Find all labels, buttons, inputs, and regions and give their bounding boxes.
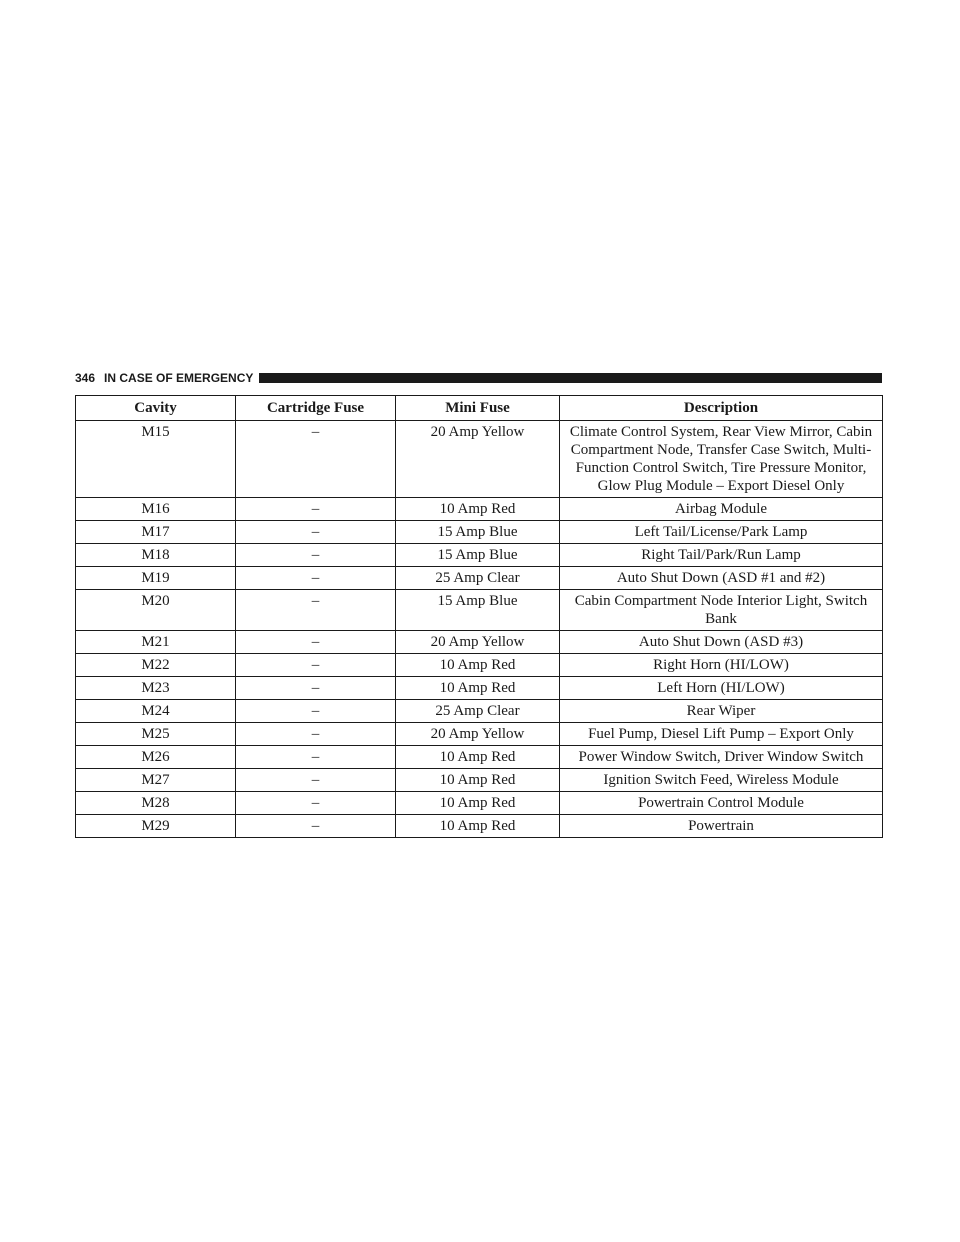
cell-cartridge: – (236, 567, 396, 590)
column-header-cartridge-fuse: Cartridge Fuse (236, 396, 396, 421)
table-row (76, 723, 883, 746)
column-header-mini-fuse: Mini Fuse (396, 396, 560, 421)
table-row (76, 677, 883, 700)
cell-cartridge: – (236, 677, 396, 700)
cell-description: Powertrain Control Module (560, 792, 883, 815)
cell-cavity: M16 (76, 498, 236, 521)
table-row (76, 815, 883, 838)
cell-mini: 10 Amp Red (396, 498, 560, 521)
cell-mini: 20 Amp Yellow (396, 723, 560, 746)
table-row (76, 654, 883, 677)
fuse-table (75, 395, 883, 838)
cell-mini: 10 Amp Red (396, 654, 560, 677)
cell-cavity: M28 (76, 792, 236, 815)
cell-mini: 10 Amp Red (396, 746, 560, 769)
table-row (76, 544, 883, 567)
section-title: IN CASE OF EMERGENCY (104, 371, 254, 385)
cell-description: Airbag Module (560, 498, 883, 521)
cell-description: Fuel Pump, Diesel Lift Pump – Export Only (560, 723, 883, 746)
cell-cavity: M22 (76, 654, 236, 677)
cell-cartridge: – (236, 498, 396, 521)
cell-cavity: M26 (76, 746, 236, 769)
cell-description: Right Tail/Park/Run Lamp (560, 544, 883, 567)
cell-cavity: M15 (76, 421, 236, 498)
cell-cavity: M29 (76, 815, 236, 838)
cell-description: Right Horn (HI/LOW) (560, 654, 883, 677)
table-row (76, 792, 883, 815)
cell-mini: 10 Amp Red (396, 792, 560, 815)
cell-cartridge: – (236, 421, 396, 498)
table-row (76, 590, 883, 631)
cell-cartridge: – (236, 654, 396, 677)
fuse-table-body (76, 421, 883, 838)
cell-cavity: M21 (76, 631, 236, 654)
cell-cavity: M24 (76, 700, 236, 723)
cell-mini: 15 Amp Blue (396, 544, 560, 567)
cell-description: Rear Wiper (560, 700, 883, 723)
cell-cavity: M23 (76, 677, 236, 700)
table-row (76, 421, 883, 498)
cell-mini: 15 Amp Blue (396, 590, 560, 631)
cell-cavity: M20 (76, 590, 236, 631)
column-header-cavity: Cavity (76, 396, 236, 421)
table-row (76, 521, 883, 544)
cell-cartridge: – (236, 521, 396, 544)
cell-description: Auto Shut Down (ASD #1 and #2) (560, 567, 883, 590)
table-row (76, 700, 883, 723)
header-rule (259, 373, 882, 383)
table-row (76, 567, 883, 590)
cell-mini: 10 Amp Red (396, 769, 560, 792)
cell-cartridge: – (236, 700, 396, 723)
cell-description: Left Horn (HI/LOW) (560, 677, 883, 700)
cell-cartridge: – (236, 769, 396, 792)
cell-description: Ignition Switch Feed, Wireless Module (560, 769, 883, 792)
cell-mini: 10 Amp Red (396, 815, 560, 838)
page-number: 346 (75, 371, 96, 385)
cell-cartridge: – (236, 631, 396, 654)
cell-description: Power Window Switch, Driver Window Switch (560, 746, 883, 769)
cell-mini: 15 Amp Blue (396, 521, 560, 544)
cell-description: Auto Shut Down (ASD #3) (560, 631, 883, 654)
cell-description: Cabin Compartment Node Interior Light, Switch Bank (560, 590, 883, 631)
cell-description: Climate Control System, Rear View Mirror, Cabin Compartment Node, Transfer Case Switch, Multi-Function Control Switch, Tire Pressure Monitor, Glow Plug Module – Export Diesel Only (560, 421, 883, 498)
cell-cavity: M25 (76, 723, 236, 746)
table-row (76, 631, 883, 654)
cell-mini: 25 Amp Clear (396, 700, 560, 723)
page-header (75, 369, 882, 387)
cell-mini: 25 Amp Clear (396, 567, 560, 590)
cell-cartridge: – (236, 746, 396, 769)
cell-cavity: M19 (76, 567, 236, 590)
cell-cavity: M17 (76, 521, 236, 544)
cell-mini: 20 Amp Yellow (396, 631, 560, 654)
table-row (76, 498, 883, 521)
table-row (76, 746, 883, 769)
cell-description: Powertrain (560, 815, 883, 838)
cell-cartridge: – (236, 590, 396, 631)
cell-cartridge: – (236, 544, 396, 567)
cell-description: Left Tail/License/Park Lamp (560, 521, 883, 544)
cell-mini: 10 Amp Red (396, 677, 560, 700)
column-header-description: Description (560, 396, 883, 421)
cell-cartridge: – (236, 815, 396, 838)
cell-cavity: M18 (76, 544, 236, 567)
cell-cavity: M27 (76, 769, 236, 792)
table-header-row (76, 396, 883, 421)
cell-cartridge: – (236, 723, 396, 746)
cell-mini: 20 Amp Yellow (396, 421, 560, 498)
table-row (76, 769, 883, 792)
cell-cartridge: – (236, 792, 396, 815)
